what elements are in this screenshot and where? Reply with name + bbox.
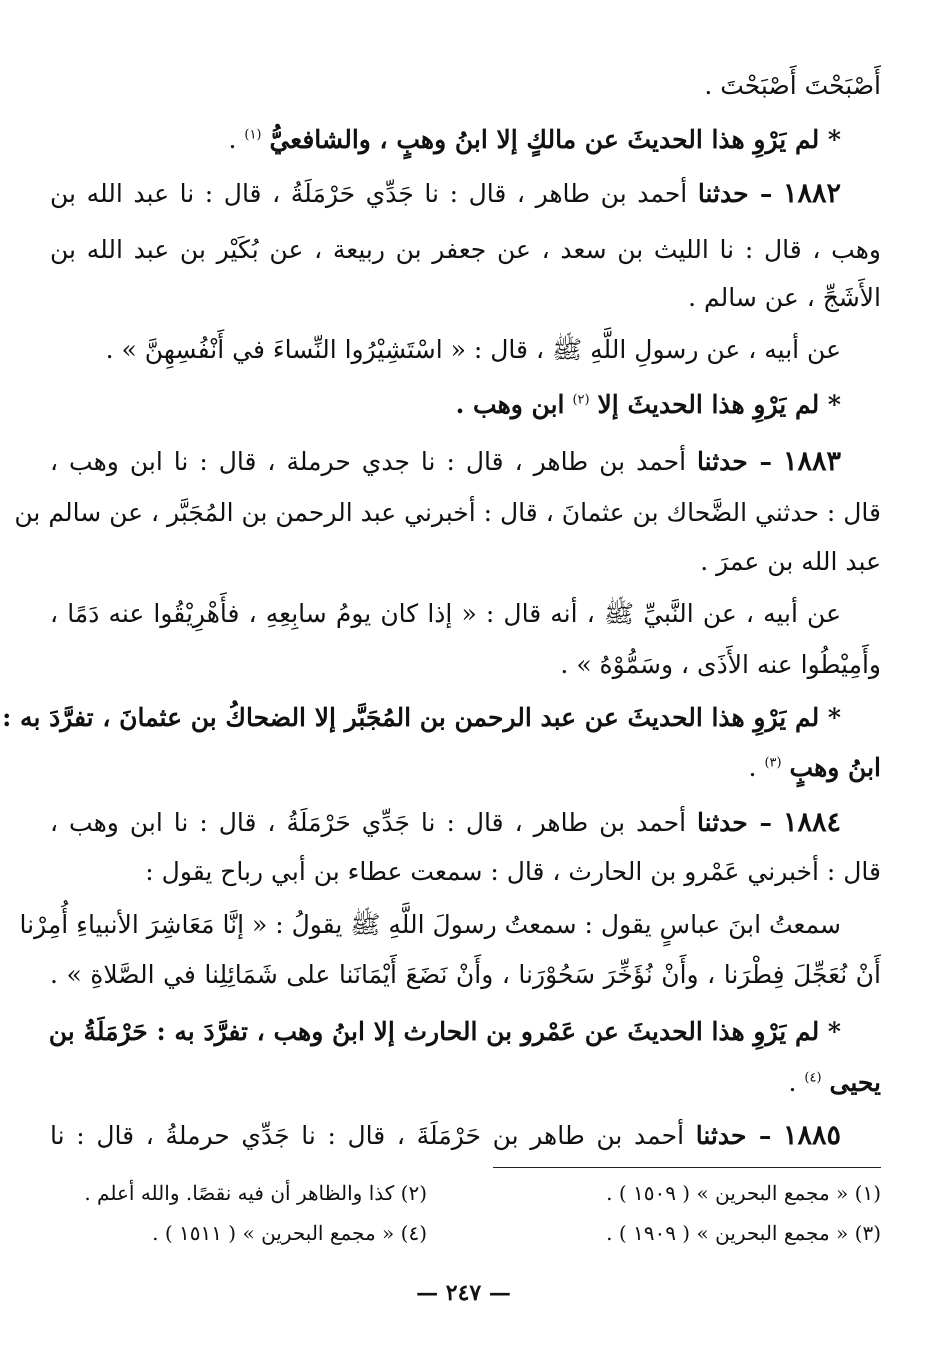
text-line bbox=[50, 852, 881, 892]
text-line bbox=[50, 230, 881, 270]
bold-text: – حدثنا bbox=[697, 447, 772, 476]
bold-text: * لم يَرْوِ هذا الحديثَ إلا bbox=[597, 390, 841, 419]
footnote-4: (٤) « مجمع البحرين » ( ١٥١١ ) . bbox=[152, 1221, 427, 1245]
hadith-number: ١٨٨٣ bbox=[782, 446, 841, 477]
line-text: أحمد بن طاهر ، قال : نا جَدِّي حَرْمَلَةُ ، قال : نا عبد الله بن bbox=[50, 179, 688, 208]
line-text: وأَمِيْطُوا عنه الأَذَى ، وسَمُّوْهُ » . bbox=[560, 650, 881, 679]
footnote-marker: (١) bbox=[244, 127, 262, 143]
hadith-number: ١٨٨٤ bbox=[782, 807, 841, 838]
text-line bbox=[50, 66, 881, 106]
bold-text: – حدثنا bbox=[695, 1121, 772, 1150]
text-line bbox=[2, 698, 841, 738]
line-text: أَنْ نُعَجِّلَ فِطْرَنا ، وأَنْ نُؤَخِّرَ سَحُوْرَنا ، وأَنْ نَضَعَ أَيْمَانَنا على شَمَائِلِنا في الصَّلاةِ » . bbox=[50, 960, 881, 989]
line-text: قال : أخبرني عَمْرو بن الحارث ، قال : سمعت عطاء بن أبي رباح يقول : bbox=[145, 857, 881, 886]
bold-text: ابنُ وهبٍ bbox=[789, 753, 881, 782]
line-end: . bbox=[748, 753, 757, 782]
text-line bbox=[50, 594, 841, 634]
line-text: أحمد بن طاهر ، قال : نا جدي حرملة ، قال : نا ابن وهب ، bbox=[50, 447, 687, 476]
text-line bbox=[50, 278, 881, 318]
text-line bbox=[50, 748, 881, 788]
text-line bbox=[50, 330, 841, 370]
bold-text: * لم يَرْوِ هذا الحديثَ عن مالكٍ إلا ابنُ وهبٍ ، والشافعيُّ bbox=[269, 125, 841, 154]
text-line bbox=[19, 905, 841, 945]
line-text: أَصْبَحْتَ أَصْبَحْتَ . bbox=[704, 71, 881, 100]
line-text: سمعتُ ابنَ عباسٍ يقول : سمعتُ رسولَ اللَّهِ ﷺ يقولُ : « إنَّا مَعَاشِرَ الأنبياءِ أُمِرْنا bbox=[19, 910, 841, 939]
bold-text: * لم يَرْوِ هذا الحديثَ عن عبد الرحمن بن المُجَبَّر إلا الضحاكُ بن عثمانَ ، تفرَّدَ به : bbox=[2, 703, 841, 732]
line-text: أحمد بن طاهر بن حَرْمَلَةَ ، قال : نا جَدِّي حرملةُ ، قال : نا bbox=[50, 1121, 685, 1150]
line-text: عن أبيه ، عن رسولِ اللَّهِ ﷺ ، قال : « اسْتَشِيْرُوا النِّساءَ في أَنْفُسِهِنَّ » . bbox=[105, 335, 841, 364]
bold-text: ابن وهب . bbox=[455, 390, 565, 419]
line-text: عن أبيه ، عن النَّبيِّ ﷺ ، أنه قال : « إذا كان يومُ سابِعِهِ ، فأَهْرِيْقُوا عنه دَمًا ، bbox=[50, 599, 841, 628]
text-line bbox=[50, 645, 881, 685]
text-line bbox=[14, 493, 881, 533]
line-end: . bbox=[788, 1068, 797, 1097]
line-text: قال : حدثني الضَّحاك بن عثمانَ ، قال : أخبرني عبد الرحمن بن المُجَبَّر ، عن سالم بن bbox=[14, 498, 881, 527]
text-line bbox=[50, 542, 881, 582]
bold-text: يحيى bbox=[829, 1068, 881, 1097]
text-line bbox=[50, 1116, 841, 1156]
text-line bbox=[50, 1063, 881, 1103]
line-end: . bbox=[228, 125, 237, 154]
text-line bbox=[50, 385, 841, 425]
footnote-marker: (٢) bbox=[572, 392, 590, 408]
text-line bbox=[50, 442, 841, 482]
line-text: عبد الله بن عمرَ . bbox=[700, 547, 881, 576]
footnote-divider bbox=[493, 1167, 881, 1168]
footnote-marker: (٣) bbox=[764, 755, 782, 771]
bold-text: – حدثنا bbox=[697, 808, 772, 837]
footnote-2: (٢) كذا والظاهر أن فيه نقصًا. والله أعلم . bbox=[84, 1181, 427, 1205]
text-line bbox=[50, 955, 881, 995]
bold-text: * لم يَرْوِ هذا الحديثَ عن عَمْرو بن الحارث إلا ابنُ وهب ، تفرَّدَ به : حَرْمَلَةُ بن bbox=[48, 1017, 841, 1046]
line-text: الأَشَجِّ ، عن سالم . bbox=[688, 283, 881, 312]
footnote-3: (٣) « مجمع البحرين » ( ١٩٠٩ ) . bbox=[606, 1221, 881, 1245]
text-line bbox=[50, 1012, 841, 1052]
hadith-number: ١٨٨٥ bbox=[783, 1120, 842, 1151]
text-line bbox=[50, 120, 841, 160]
text-line bbox=[50, 174, 841, 214]
hadith-number: ١٨٨٢ bbox=[782, 178, 841, 209]
text-line bbox=[50, 803, 841, 843]
line-text: أحمد بن طاهر ، قال : نا جَدِّي حَرْمَلَةُ ، قال : نا ابن وهب ، bbox=[50, 808, 687, 837]
footnote-marker: (٤) bbox=[804, 1070, 822, 1086]
line-text: وهب ، قال : نا الليث بن سعد ، عن جعفر بن ربيعة ، عن بُكَيْر بن عبد الله بن bbox=[50, 235, 881, 264]
bold-text: – حدثنا bbox=[697, 179, 773, 208]
page-number: — ٢٤٧ — bbox=[416, 1280, 511, 1306]
footnote-1: (١) « مجمع البحرين » ( ١٥٠٩ ) . bbox=[606, 1181, 881, 1205]
